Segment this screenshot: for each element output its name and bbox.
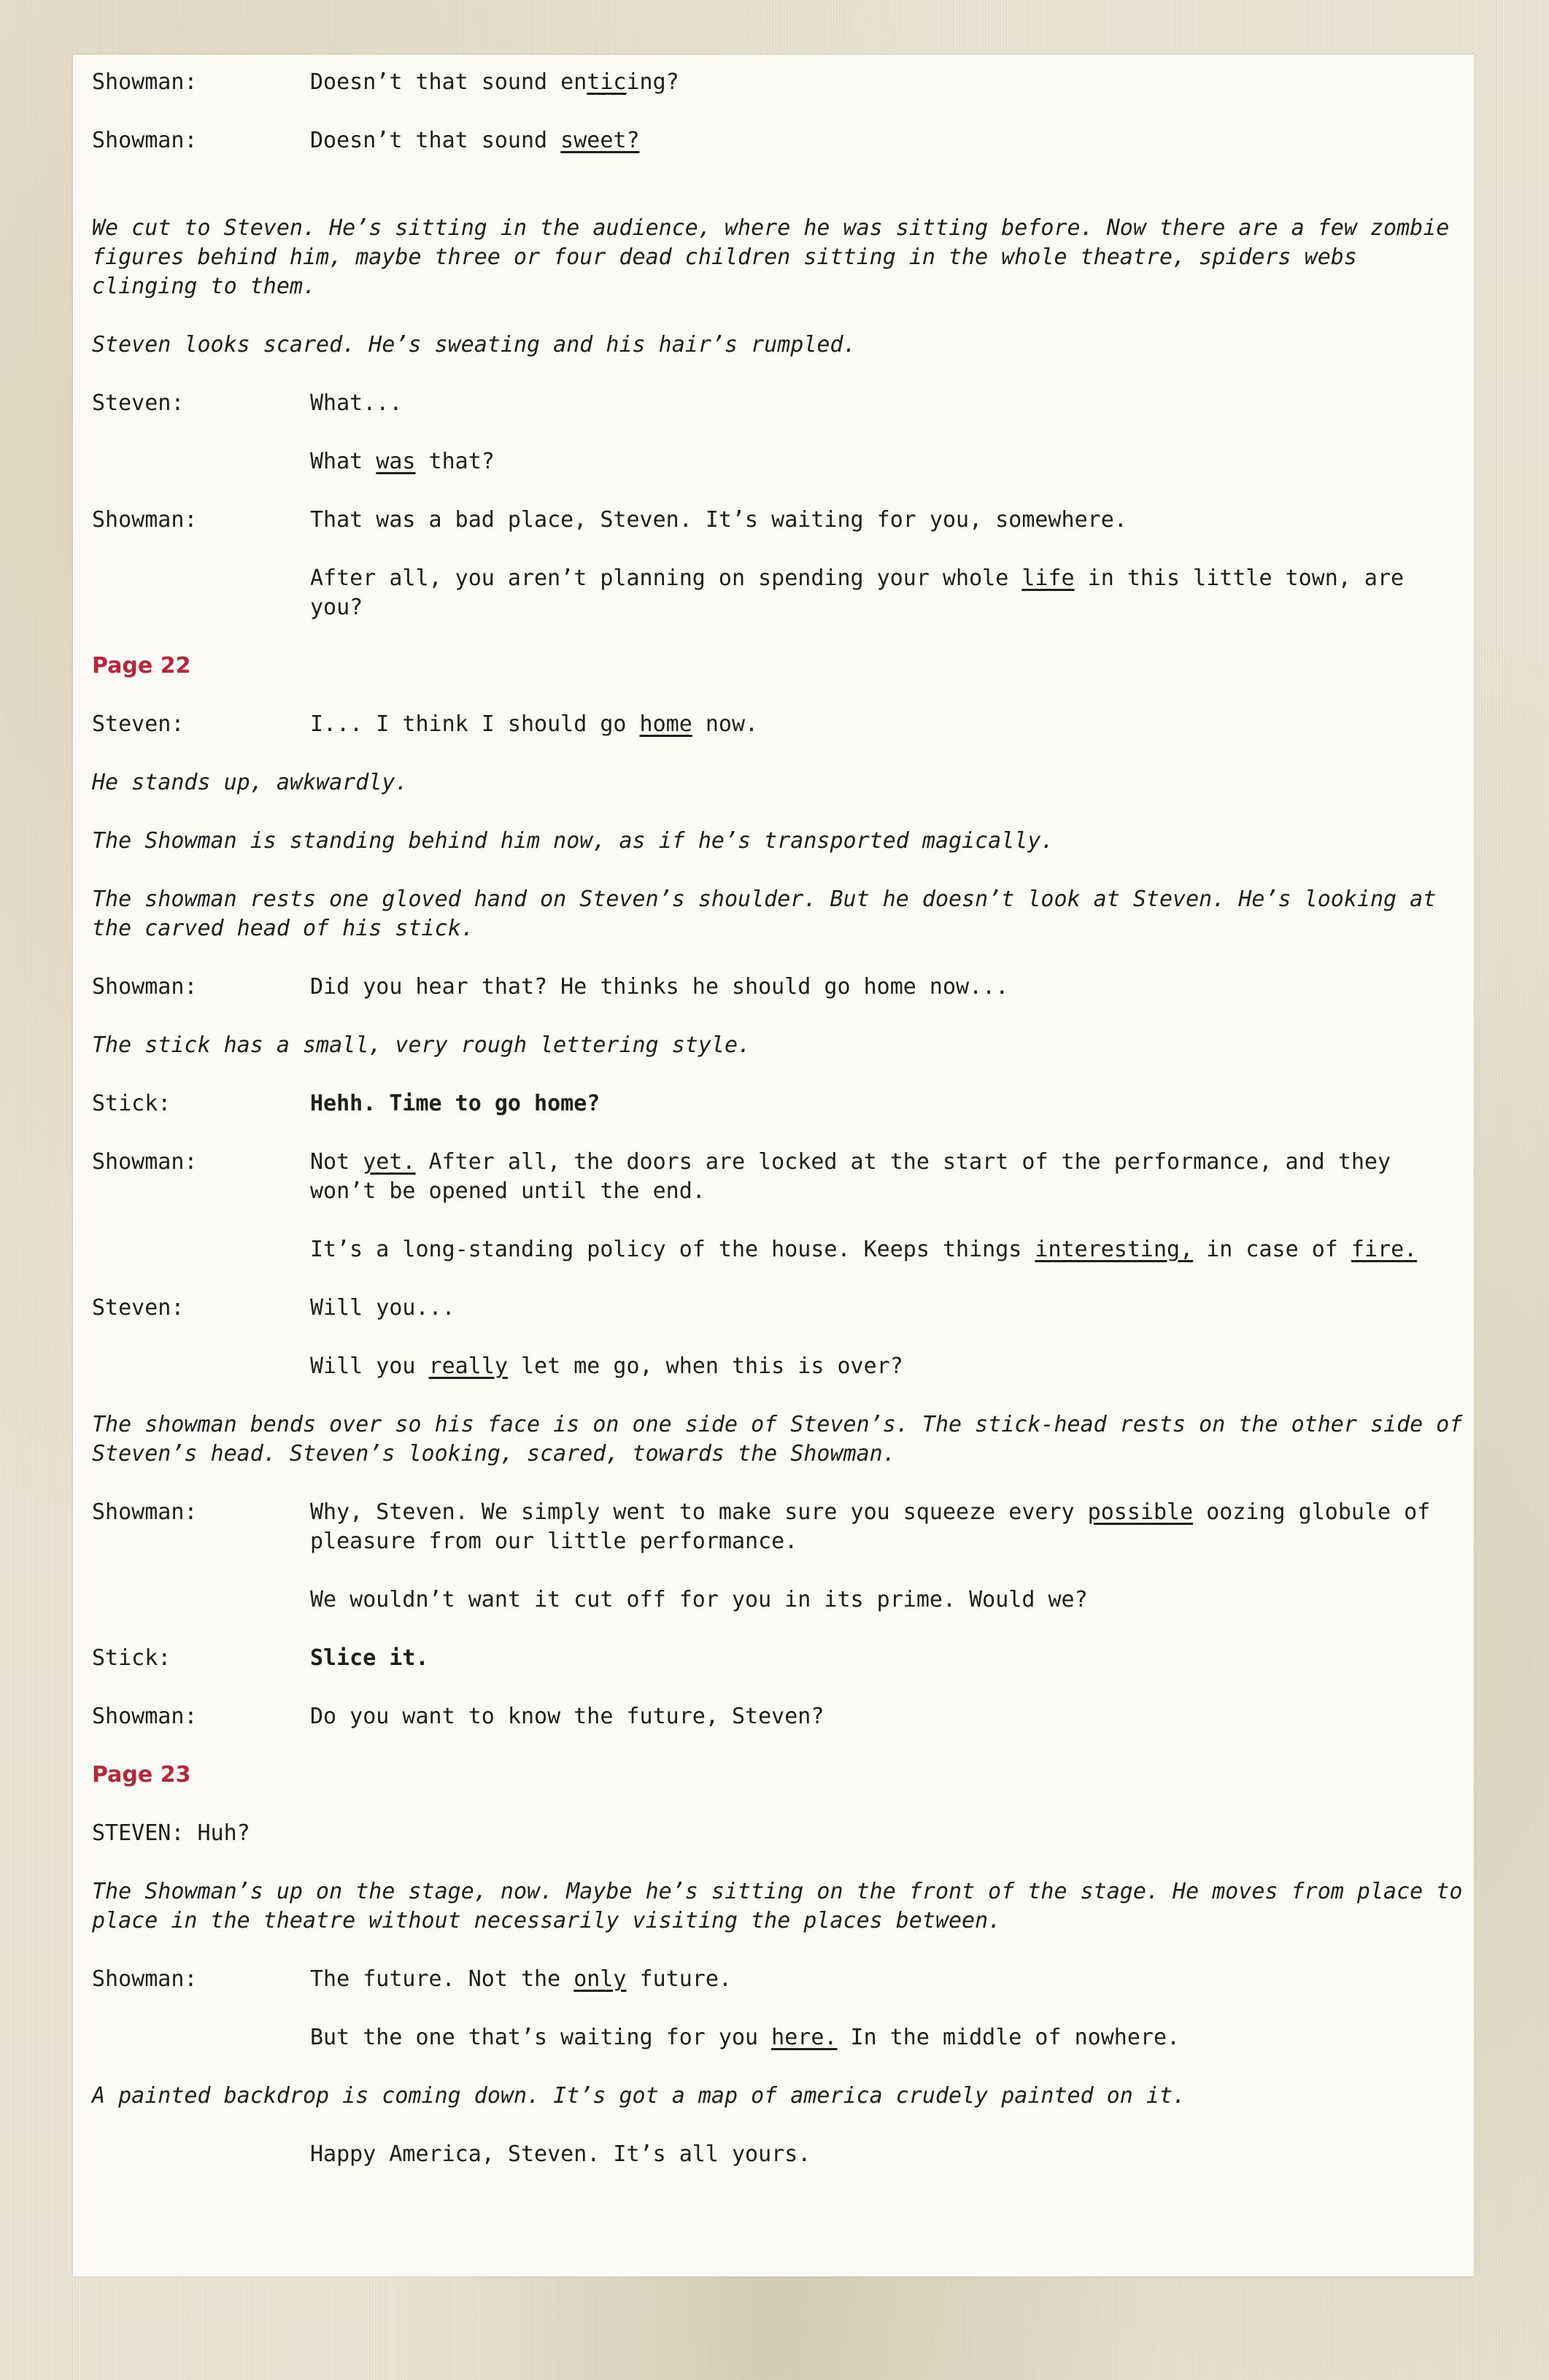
- dialogue-text: That was a bad place, Steven. It’s waiting for you, somewhere.: [310, 507, 1127, 533]
- dialogue-text: Not yet. After all, the doors are locked at the start of the performance, and they won’t be opened until the end.: [310, 1149, 1405, 1204]
- dialogue-line: [92, 564, 1464, 622]
- speaker-name: Showman:: [92, 69, 198, 95]
- stage-direction: He stands up, awkwardly.: [92, 770, 409, 795]
- speaker-name: [92, 2023, 310, 2052]
- speaker-name: Showman:: [92, 1149, 198, 1175]
- stage-direction: The showman rests one gloved hand on Steven’s shoulder. But he doesn’t look at Steven. He’s looking at the carved head of his stick.: [92, 886, 1450, 941]
- stage-direction: The Showman is standing behind him now, as if he’s transported magically.: [92, 828, 1054, 854]
- speaker-name: [92, 564, 310, 622]
- page-number-heading: Page 22: [92, 653, 191, 679]
- dialogue-line: [92, 2140, 1464, 2169]
- stage-direction: A painted backdrop is coming down. It’s got a map of america crudely painted on it.: [92, 2083, 1186, 2109]
- dialogue-line: [92, 1294, 1464, 1323]
- spacer: [92, 185, 1464, 214]
- speaker-name: Showman:: [92, 1966, 198, 1992]
- dialogue-line: [92, 1702, 1464, 1731]
- dialogue-line: [92, 1498, 1464, 1556]
- stage-direction: The stick has a small, very rough lettering style.: [92, 1032, 752, 1058]
- stage-direction: Steven looks scared. He’s sweating and his hair’s rumpled.: [92, 332, 857, 358]
- dialogue-text: Happy America, Steven. It’s all yours.: [310, 2141, 811, 2167]
- dialogue-line: [92, 1235, 1464, 1264]
- dialogue-text: The future. Not the only future.: [310, 1966, 732, 1992]
- speaker-name: [92, 447, 310, 476]
- speaker-name: Steven:: [92, 1295, 185, 1321]
- dialogue-text: Do you want to know the future, Steven?: [310, 1704, 824, 1729]
- dialogue-line: [92, 1352, 1464, 1381]
- dialogue-line: [92, 389, 1464, 418]
- dialogue-line: [92, 1089, 1464, 1118]
- dialogue-text: Doesn’t that sound enticing?: [310, 69, 679, 95]
- speaker-name: Stick:: [92, 1091, 171, 1116]
- dialogue-line: [92, 710, 1464, 739]
- dialogue-text: Why, Steven. We simply went to make sure you squeeze every possible oozing globule of pleasure from our little performance.: [310, 1499, 1444, 1554]
- dialogue-text: We wouldn’t want it cut off for you in its prime. Would we?: [310, 1587, 1088, 1612]
- speaker-name: Showman:: [92, 128, 198, 153]
- speaker-name: [92, 1352, 310, 1381]
- speaker-name: [92, 1235, 310, 1264]
- page-number-heading: Page 23: [92, 1762, 191, 1788]
- dialogue-text: What...: [310, 390, 403, 416]
- dialogue-line: [92, 1644, 1464, 1673]
- speaker-name: Showman:: [92, 1704, 198, 1729]
- dialogue-text: Hehh. Time to go home?: [310, 1091, 600, 1116]
- dialogue-line: [92, 2023, 1464, 2052]
- dialogue-line: [92, 447, 1464, 476]
- dialogue-text: I... I think I should go home now.: [310, 711, 759, 737]
- dialogue-text: After all, you aren’t planning on spending your whole life in this little town, are you?: [310, 565, 1418, 620]
- dialogue-line: [92, 1585, 1464, 1615]
- dialogue-text: Doesn’t that sound sweet?: [310, 128, 640, 153]
- dialogue-line: [92, 1965, 1464, 1994]
- speaker-name: Steven:: [92, 711, 185, 737]
- dialogue-line: [92, 68, 1464, 97]
- speaker-name: [92, 2140, 310, 2169]
- dialogue-line: [92, 1148, 1464, 1206]
- stage-direction: The showman bends over so his face is on one side of Steven’s. The stick-head rests on the other side of Steven’s head. Steven’s looking, scared, towards the Showman.: [92, 1412, 1476, 1467]
- dialogue-line: [92, 973, 1464, 1002]
- dialogue-text: Will you...: [310, 1295, 455, 1321]
- stage-direction: We cut to Steven. He’s sitting in the audience, where he was sitting before. Now there are a few zombie figures behind him, maybe three or four dead children sitting in the whole theatre, spiders webs clinging to them.: [92, 215, 1463, 299]
- dialogue-line: [92, 126, 1464, 155]
- dialogue-text: What was that?: [310, 449, 495, 474]
- speaker-name: Showman:: [92, 507, 198, 533]
- speaker-name: Showman:: [92, 1499, 198, 1525]
- stage-direction: The Showman’s up on the stage, now. Maybe he’s sitting on the front of the stage. He moves from place to place in the theatre without necessarily visiting the places between.: [92, 1879, 1476, 1933]
- speaker-name: [92, 1585, 310, 1615]
- dialogue-text: It’s a long-standing policy of the house. Keeps things interesting, in case of fire.: [310, 1237, 1418, 1262]
- dialogue-text: But the one that’s waiting for you here. In the middle of nowhere.: [310, 2025, 1181, 2050]
- dialogue-line: [92, 506, 1464, 535]
- speaker-name: Showman:: [92, 974, 198, 1000]
- dialogue-text: Slice it.: [310, 1645, 429, 1671]
- script-page: [73, 55, 1474, 2276]
- dialogue-inline: STEVEN: Huh?: [92, 1820, 250, 1846]
- script-content: [92, 68, 1476, 2198]
- speaker-name: Steven:: [92, 390, 185, 416]
- speaker-name: Stick:: [92, 1645, 171, 1671]
- dialogue-text: Will you really let me go, when this is over?: [310, 1353, 903, 1379]
- dialogue-text: Did you hear that? He thinks he should go home now...: [310, 974, 1009, 1000]
